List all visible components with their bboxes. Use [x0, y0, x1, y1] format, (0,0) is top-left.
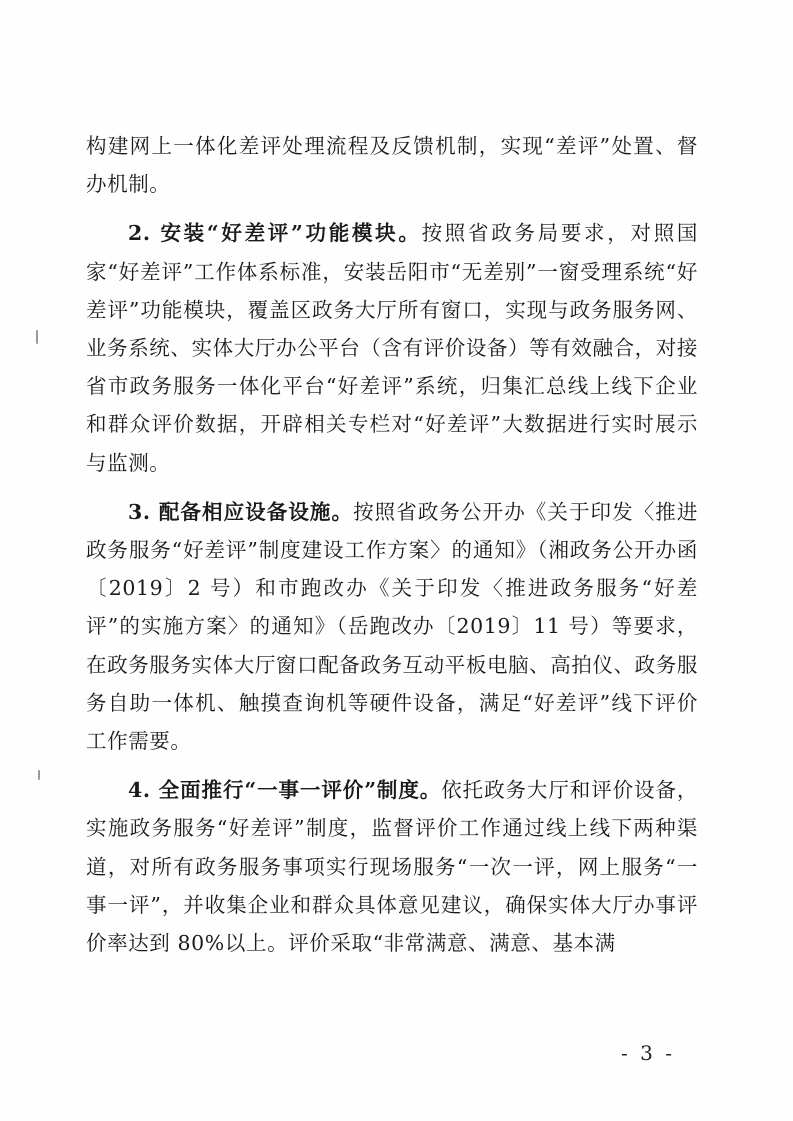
- scan-mark: [38, 770, 40, 780]
- paragraph-1: [86, 127, 698, 203]
- paragraph-2: [86, 214, 698, 481]
- scan-mark: [36, 330, 38, 344]
- paragraph-4: [86, 771, 698, 962]
- paragraph-4-heading: 4. 全面推行“一事一评价”制度。: [128, 778, 442, 803]
- paragraph-1-text: 构建网上一体化差评处理流程及反馈机制，实现“差评”处置、督办机制。: [86, 134, 698, 197]
- page-number: - 3 -: [621, 1041, 675, 1065]
- paragraph-4-text: 依托政务大厅和评价设备，实施政务服务“好差评”制度，监督评价工作通过线上线下两种渠道，对所有政务服务事项实行现场服务“一次一评，网上服务“一事一评”，并收集企业和群众具体意见建议，确保实体大厅办事评价率达到 80%以上。评价采取“非常满意、满意、基本满: [86, 778, 699, 956]
- paragraph-2-text: 按照省政务局要求，对照国家“好差评”工作体系标准，安装岳阳市“无差别”一窗受理系统“好差评”功能模块，覆盖区政务大厅所有窗口，实现与政务服务网、业务系统、实体大厅办公平台（含有评价设备）等有效融合，对接省市政务服务一体化平台“好差评”系统，归集汇总线上线下企业和群众评价数据，开辟相关专栏对“好差评”大数据进行实时展示与监测。: [86, 221, 699, 475]
- paragraph-3-heading: 3. 配备相应设备设施。: [128, 499, 354, 524]
- paragraph-2-heading: 2. 安装“好差评”功能模块。: [128, 221, 422, 246]
- document-body: [86, 127, 698, 962]
- paragraph-3: [86, 493, 698, 760]
- paragraph-3-text: 按照省政务公开办《关于印发〈推进政务服务“好差评”制度建设工作方案〉的通知》（湘政务公开办函〔2019〕2 号）和市跑改办《关于印发〈推进政务服务“好差评”的实施方案〉的通知》（岳跑改办〔2019〕11 号）等要求，在政务服务实体大厅窗口配备政务互动平板电脑、高拍仪、政务服务自助一体机、触摸查询机等硬件设备，满足“好差评”线下评价工作需要。: [86, 499, 698, 754]
